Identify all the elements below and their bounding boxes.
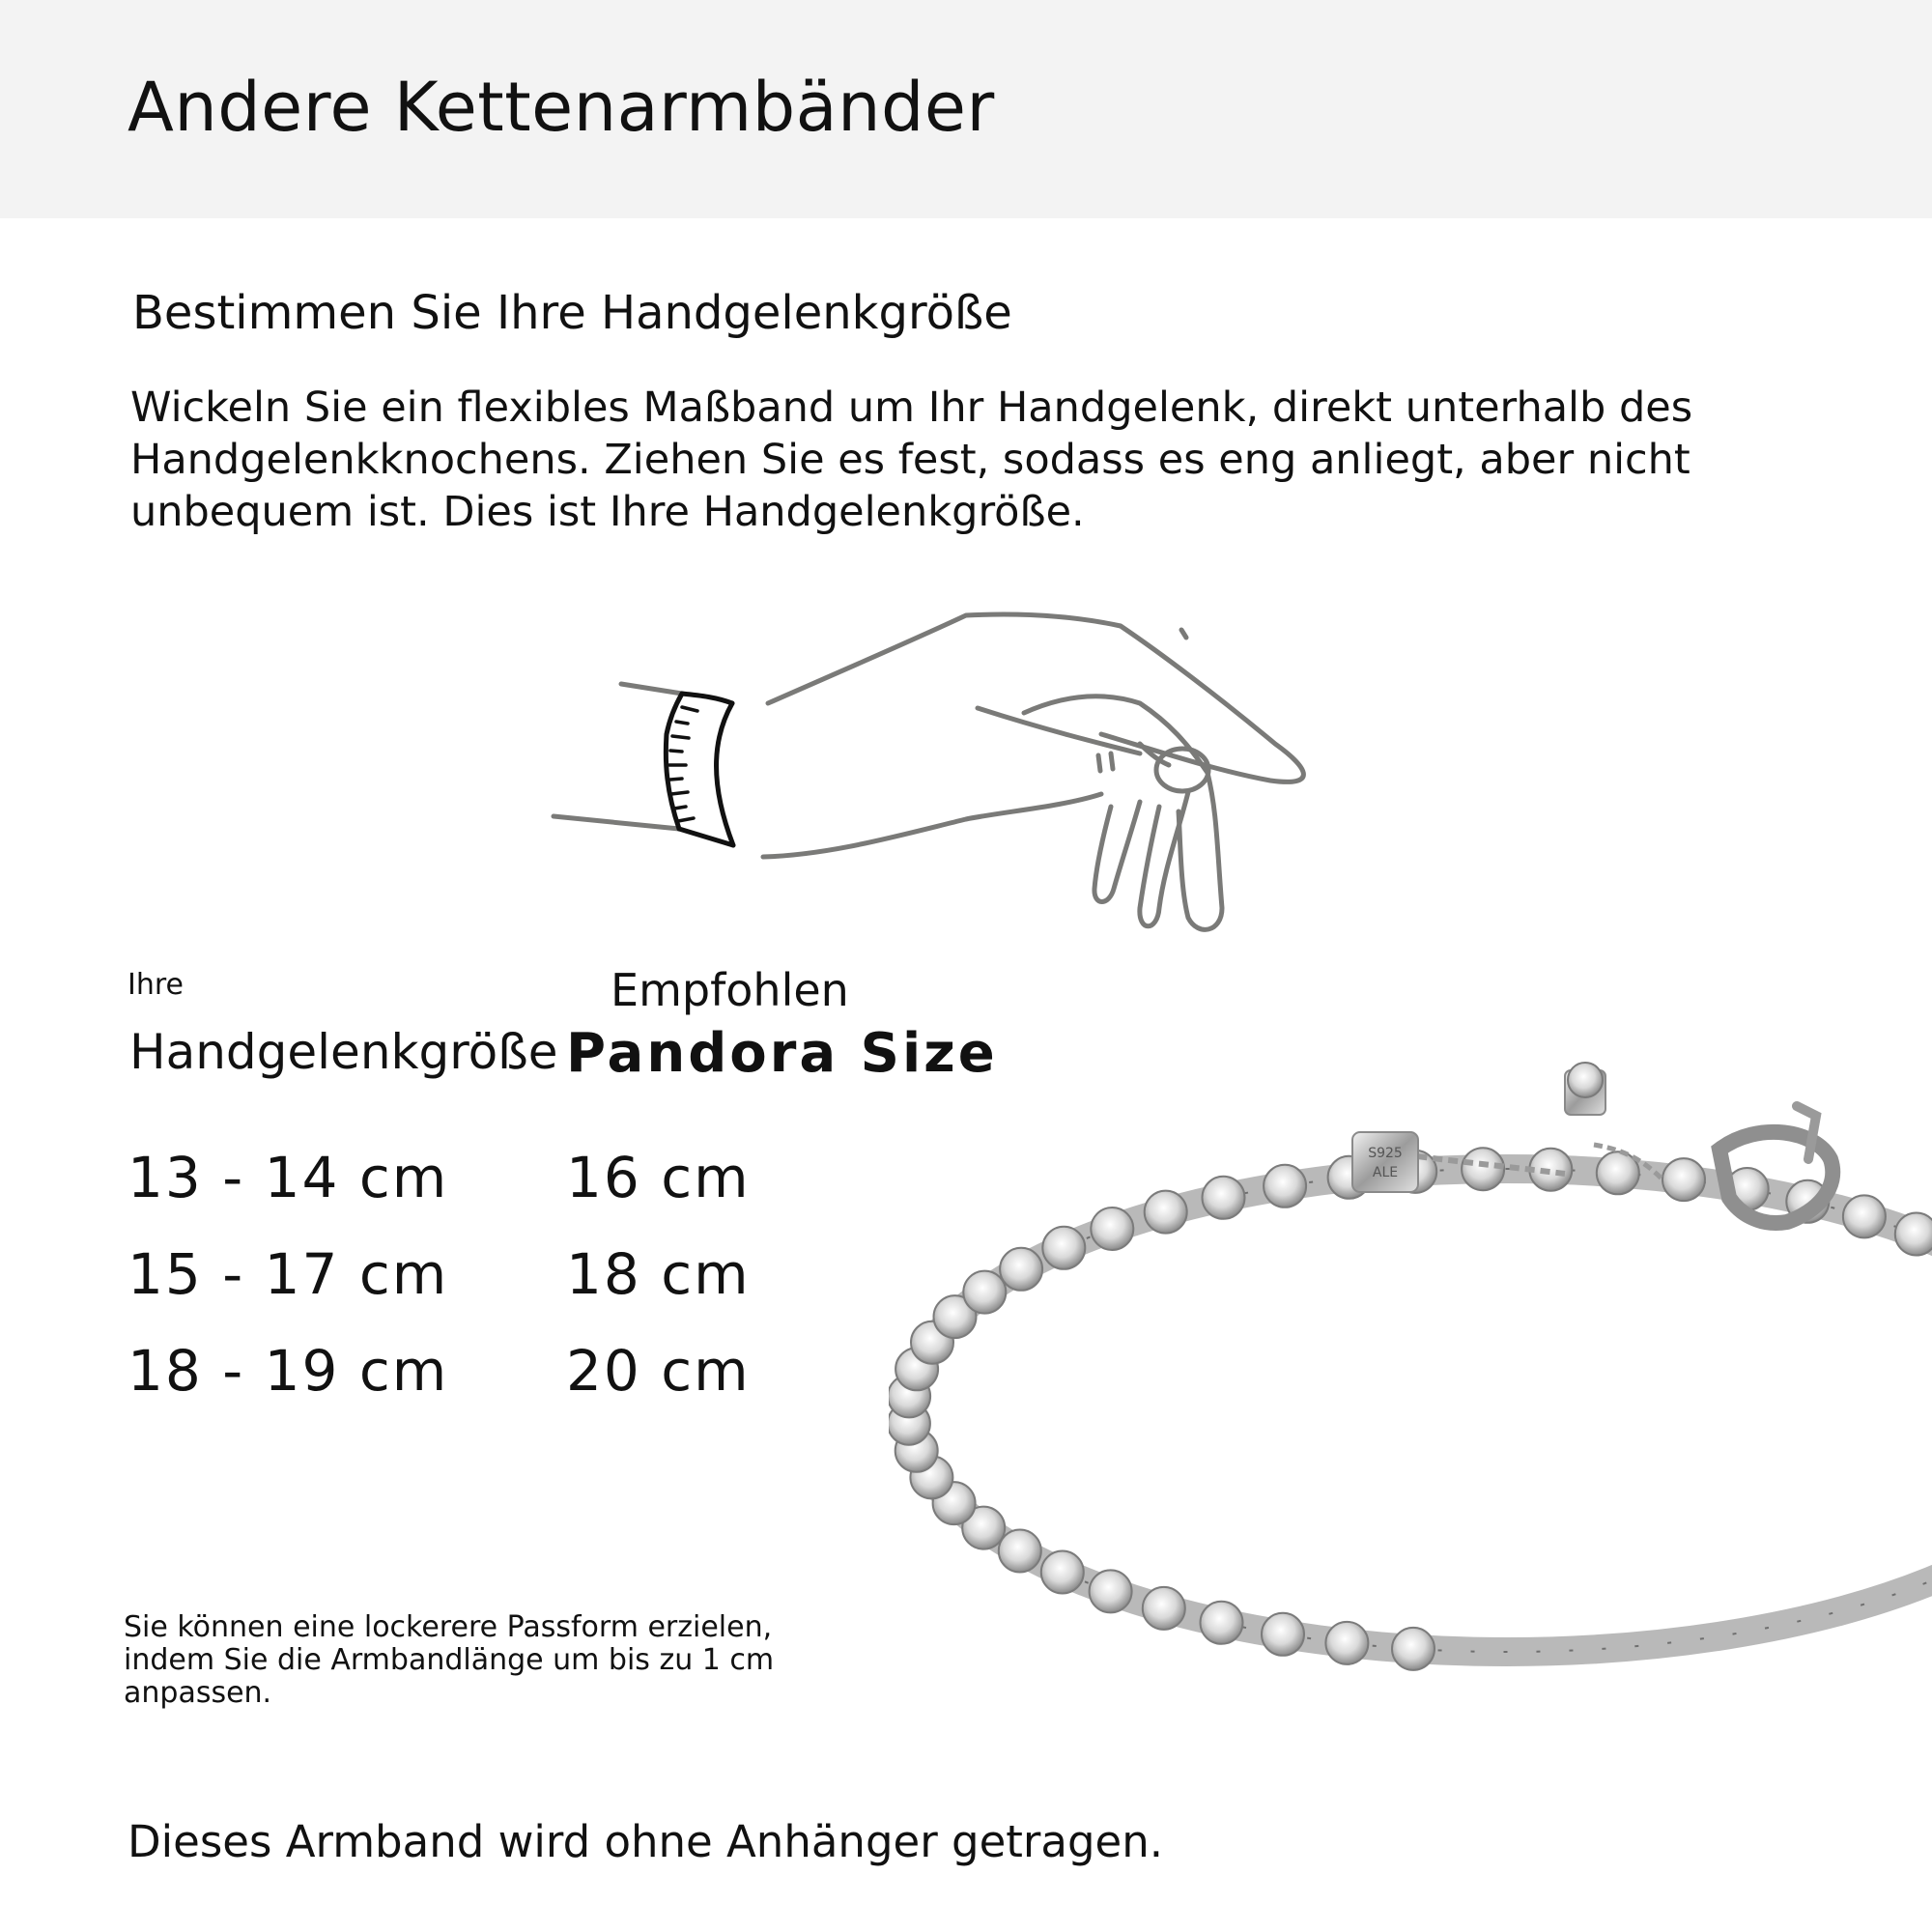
wrist-size-value: 18 - 19 cm [128,1338,449,1404]
bracelet-stone [1090,1570,1132,1612]
silver-tennis-bracelet-icon [889,1043,1932,1700]
clasp-engraving-line2: ALE [1372,1165,1399,1180]
hand-with-measuring-tape-icon [541,599,1391,956]
bracelet-stone [1041,1551,1084,1594]
bracelet-stone [1462,1148,1504,1190]
section-heading: Bestimmen Sie Ihre Handgelenkgröße [132,286,1012,340]
bracelet-stone [963,1271,1006,1314]
recommended-size-value: 20 cm [566,1338,751,1404]
footer-note: Dieses Armband wird ohne Anhänger getragen. [128,1816,1164,1867]
fit-adjustment-note: Sie können eine lockerere Passform erzielen, indem Sie die Armbandlänge um bis zu 1 cm anpassen. [124,1610,775,1710]
page-title: Andere Kettenarmbänder [128,68,995,147]
bracelet-stone [1201,1602,1243,1644]
wrist-size-value: 15 - 17 cm [128,1241,449,1307]
table-row [0,1338,966,1406]
table-row [0,1145,966,1212]
bracelet-stone [1042,1227,1085,1269]
bracelet-stone [1000,1248,1042,1291]
column-header-wrist-line1: Ihre [128,968,184,1002]
bracelet-stone [1325,1622,1368,1664]
bracelet-stone [1392,1628,1435,1670]
bracelet-stone [1264,1165,1306,1208]
table-row [0,1241,966,1309]
bracelet-stone [1091,1208,1133,1250]
bracelet-stone [1895,1213,1932,1256]
bracelet-stone [1843,1195,1886,1237]
measuring-instructions: Wickeln Sie ein flexibles Maßband um Ihr Handgelenk, direkt unterhalb des Handgelenkknochens. Ziehen Sie es fest, sodass es eng anliegt, aber nicht unbequem ist. Dies ist Ihre Handgelenkgröße. [130,384,1693,536]
column-header-wrist-size: Handgelenkgröße [129,1024,558,1080]
bracelet-stone [999,1530,1041,1573]
wrist-size-value: 13 - 14 cm [128,1145,449,1210]
bracelet-stone [1662,1158,1705,1201]
bracelet-stone [1145,1191,1187,1234]
bracelet-stone [1262,1613,1304,1656]
column-header-recommended: Empfohlen [611,964,849,1016]
recommended-size-value: 16 cm [566,1145,751,1210]
recommended-size-value: 18 cm [566,1241,751,1307]
column-header-pandora-size: Pandora Size [566,1022,998,1085]
bracelet-stone [1203,1177,1245,1219]
bracelet-stone [1529,1149,1572,1191]
clasp-engraving-line1: S925 [1368,1146,1403,1161]
bracelet-stone [1143,1587,1185,1630]
